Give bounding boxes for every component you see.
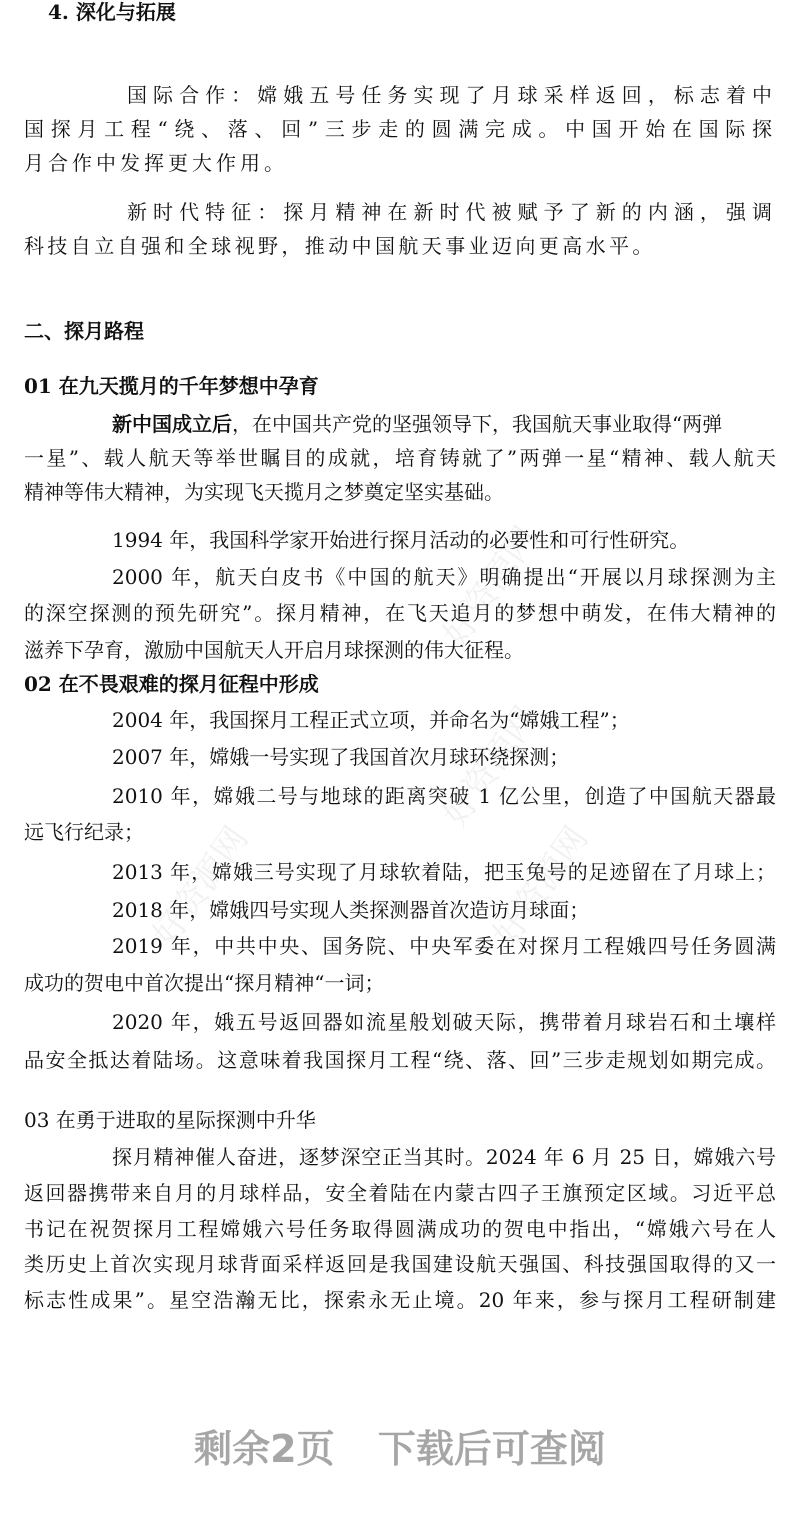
paragraph-line: 探月精神催人奋进，逐梦深空正当其时。2024 年 6 月 25 日，嫦娥六号 <box>112 1145 776 1169</box>
paragraph-line: 科技自立自强和全球视野，推动中国航天事业迈向更高水平。 <box>24 234 656 258</box>
paragraph-line: 2018 年，嫦娥四号实现人类探测器首次造访月球面； <box>112 898 590 922</box>
paragraph-line: 标志性成果”。星空浩瀚无比，探索永无止境。20 年来，参与探月工程研制建 <box>24 1288 776 1312</box>
paragraph-line <box>112 411 776 437</box>
paragraph-line: 2007 年，嫦娥一号实现了我国首次月球环绕探测； <box>112 745 570 769</box>
paragraph-line: 月合作中发挥更大作用。 <box>24 151 288 175</box>
download-prompt[interactable] <box>0 1418 800 1473</box>
paragraph-line: 新时代特征：探月精神在新时代被赋予了新的内涵，强调 <box>127 200 776 224</box>
download-to-view-label: 下载后可查阅 <box>377 1427 606 1471</box>
paragraph-line: 国探月工程“绕、落、回”三步走的圆满完成。中国开始在国际探 <box>24 117 776 141</box>
paragraph-line: 2013 年，嫦娥三号实现了月球软着陆，把玉兔号的足迹留在了月球上； <box>112 860 776 884</box>
section-heading: 4. 深化与拓展 <box>48 0 176 24</box>
remaining-pages-label: 剩余2页 <box>194 1427 335 1471</box>
watermark: 好资源网 <box>435 699 547 834</box>
paragraph-line: 一星”、载人航天等举世瞩目的成就，培育铸就了”两弹一星“精神、载人航天 <box>24 446 776 470</box>
watermark: 好资源网 <box>435 519 547 654</box>
subsection-heading: 03 在勇于进取的星际探测中升华 <box>24 1108 316 1132</box>
paragraph-line: 书记在祝贺探月工程嫦娥六号任务取得圆满成功的贺电中指出，“嫦娥六号在人 <box>24 1217 776 1241</box>
watermark: 好资源网 <box>145 819 257 954</box>
paragraph-line: 精神等伟大精神，为实现飞天揽月之梦奠定坚实基础。 <box>24 480 504 504</box>
paragraph-line: 滋养下孕育，激励中国航天人开启月球探测的伟大征程。 <box>24 638 524 662</box>
paragraph-line: 2019 年，中共中央、国务院、中央军委在对探月工程娥四号任务圆满 <box>112 934 776 958</box>
subsection-heading: 01 在九天揽月的千年梦想中孕育 <box>24 374 319 398</box>
section-heading: 二、探月路程 <box>24 319 144 343</box>
paragraph-line: 1994 年，我国科学家开始进行探月活动的必要性和可行性研究。 <box>112 528 690 552</box>
paragraph-line: 远飞行纪录； <box>24 820 144 844</box>
paragraph-line: 2020 年，娥五号返回器如流星般划破天际，携带着月球岩石和土壤样 <box>112 1010 776 1034</box>
paragraph-line: 2004 年，我国探月工程正式立项，并命名为“嫦娥工程”； <box>112 708 630 732</box>
paragraph-line: 品安全抵达着陆场。这意味着我国探月工程“绕、落、回”三步走规划如期完成。 <box>24 1048 776 1072</box>
paragraph-line: 成功的贺电中首次提出“探月精神“一词； <box>24 971 385 995</box>
paragraph-line: 返回器携带来自月的月球样品，安全着陆在内蒙古四子王旗预定区域。习近平总 <box>24 1181 776 1205</box>
bold-lead: 新中国成立后 <box>112 412 232 436</box>
paragraph-line: 国际合作：嫦娥五号任务实现了月球采样返回，标志着中 <box>127 83 776 107</box>
paragraph-line: 类历史上首次实现月球背面采样返回是我国建设航天强国、科技强国取得的又一 <box>24 1252 776 1276</box>
paragraph-line: 2010 年，嫦娥二号与地球的距离突破 1 亿公里，创造了中国航天器最 <box>112 784 776 808</box>
paragraph-line: 2000 年，航天白皮书《中国的航天》明确提出“开展以月球探测为主 <box>112 565 776 589</box>
subsection-heading: 02 在不畏艰难的探月征程中形成 <box>24 672 319 696</box>
line-text: ，在中国共产党的坚强领导下，我国航天事业取得“两弹 <box>232 412 723 436</box>
watermark: 好资源网 <box>485 819 597 954</box>
paragraph-line: 的深空探测的预先研究”。探月精神，在飞天追月的梦想中萌发，在伟大精神的 <box>24 601 776 625</box>
